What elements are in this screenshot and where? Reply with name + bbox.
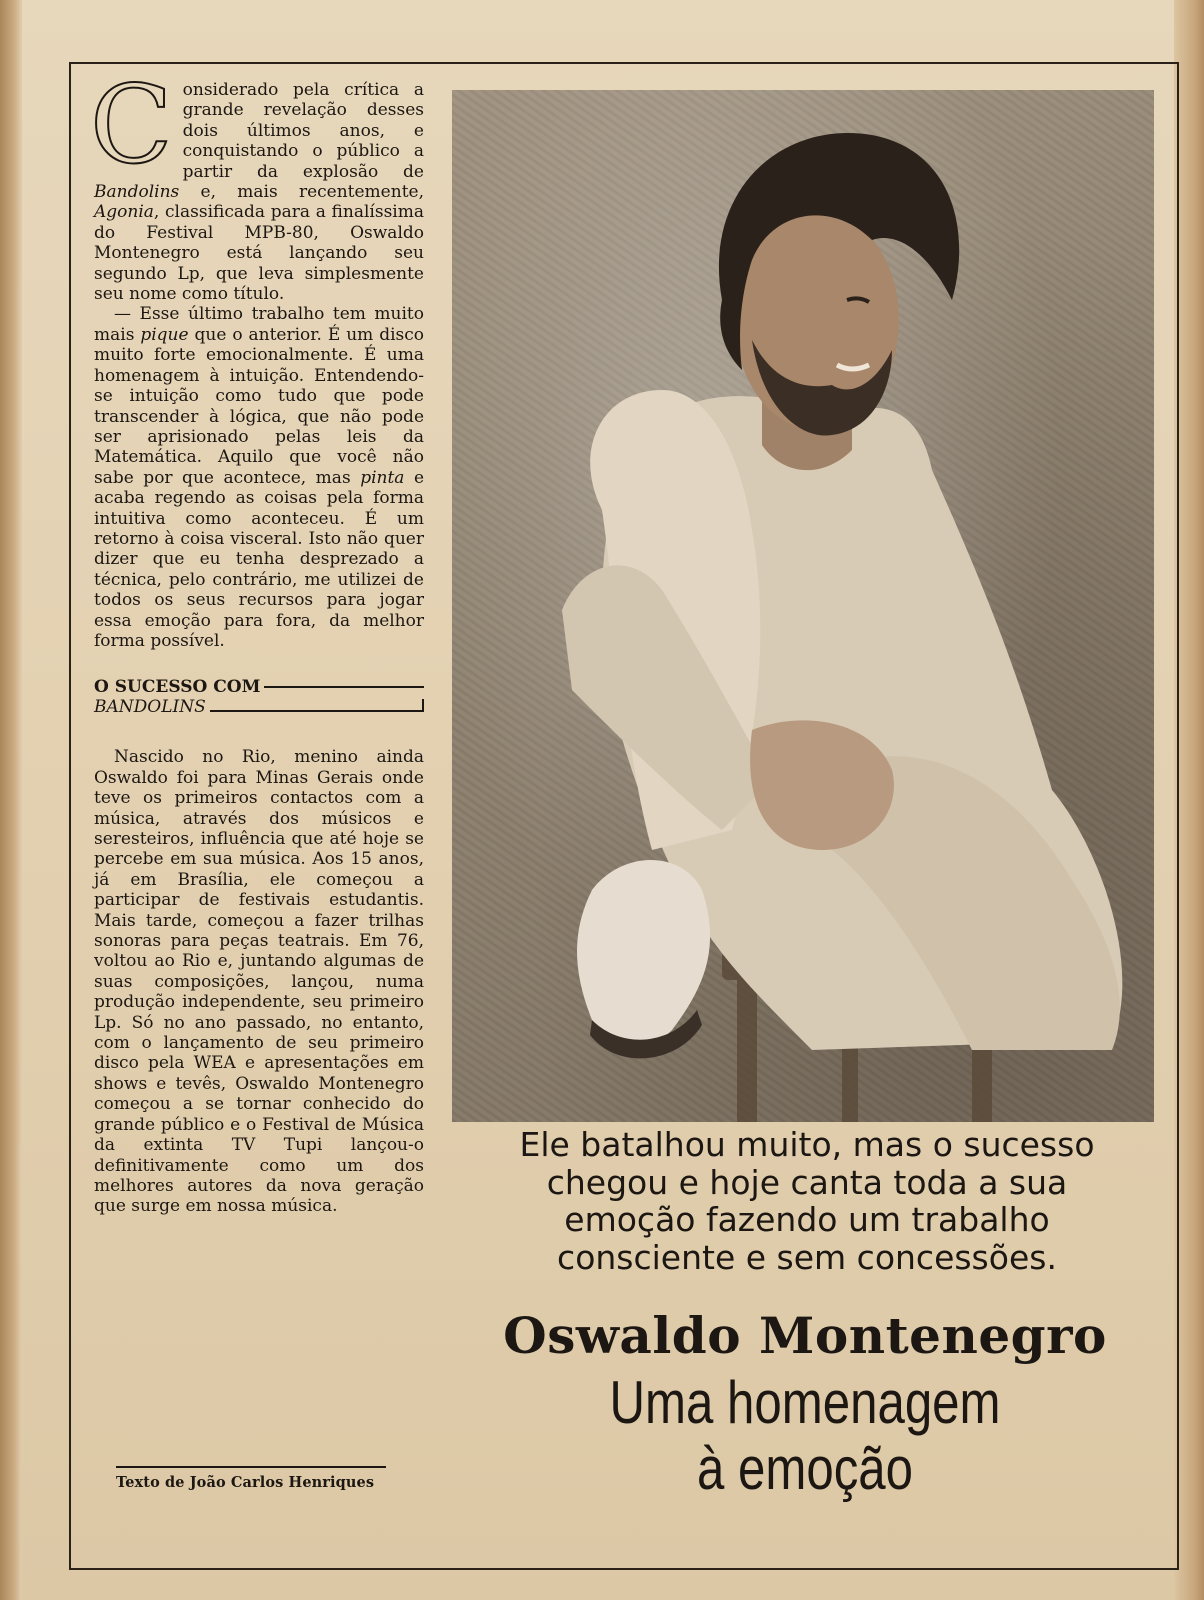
photo-caption <box>462 1126 1152 1276</box>
subtitle-line-2: à emoção <box>696 1435 914 1502</box>
figure-shape <box>562 133 1122 1058</box>
headline-subtitle <box>506 1370 1105 1502</box>
subhead-line-1: O SUCESSO COM <box>94 677 261 698</box>
headline-name: Oswaldo Montenegro <box>503 1306 1107 1365</box>
caption-line-4: consciente e sem concessões. <box>557 1237 1057 1277</box>
paragraph-intro: onsiderado pela crítica a grande revelação desses dois últimos anos, e conquistando o público a partir da explosão de Bandolins e, mais recentemente, Agonia, classificada para a finalíssima do Festival MPB-80, Oswaldo Montenegro está lançando seu segundo Lp, que leva simplesmente seu nome como título. <box>94 80 424 305</box>
paragraph-quote: — Esse último trabalho tem muito mais pique que o anterior. É um disco muito forte emocionalmente. É uma homenagem à intuição. Entendendo-se intuição como tudo que pode transcender à lógica, que não pode ser aprisionado pelas leis da Matemática. Aquilo que você não sabe por que acontece, mas pinta e acaba regendo as coisas pela forma intuitiva como aconteceu. É um retorno à coisa visceral. Isto não quer dizer que eu tenha desprezado a técnica, pelo contrário, me utilizei de todos os seus recursos para jogar essa emoção para fora, da melhor forma possível. <box>94 304 425 651</box>
artist-photo <box>452 90 1154 1122</box>
article-text-column <box>90 63 425 1217</box>
credit-divider <box>116 1466 386 1468</box>
author-credit: Texto de João Carlos Henriques <box>116 1474 375 1491</box>
photo-illustration <box>452 90 1154 1122</box>
drop-cap: C <box>90 63 173 188</box>
section-subhead <box>94 677 424 717</box>
subtitle-line-1: Uma homenagem <box>609 1369 1001 1436</box>
subhead-line-2: BANDOLINS <box>94 697 206 718</box>
caption-line-1: Ele batalhou muito, mas o sucesso <box>519 1125 1095 1164</box>
caption-line-2: chegou e hoje canta toda a sua <box>546 1162 1068 1202</box>
page-gutter-left <box>0 0 22 1600</box>
caption-line-3: emoção fazendo um trabalho <box>564 1200 1050 1239</box>
paragraph-biography: Nascido no Rio, menino ainda Oswaldo foi para Minas Gerais onde teve os primeiros contactos com a música, através dos músicos e seresteiros, influência que até hoje se percebe em sua música. Aos 15 anos, já em Brasília, ele começou a participar de festivais estudantis. Mais tarde, começou a fazer trilhas sonoras para peças teatrais. Em 76, voltou ao Rio e, juntando algumas de suas composições, lançou, numa produção independente, seu primeiro Lp. Só no ano passado, no entanto, com o lançamento de seu primeiro disco pela WEA e apresentações em shows e tevês, Oswaldo Montenegro começou a se tornar conhecido do grande público e o Festival de Música da extinta TV Tupi lançou-o definitivamente como um dos melhores autores da nova geração que surge em nossa música. <box>94 747 424 1217</box>
